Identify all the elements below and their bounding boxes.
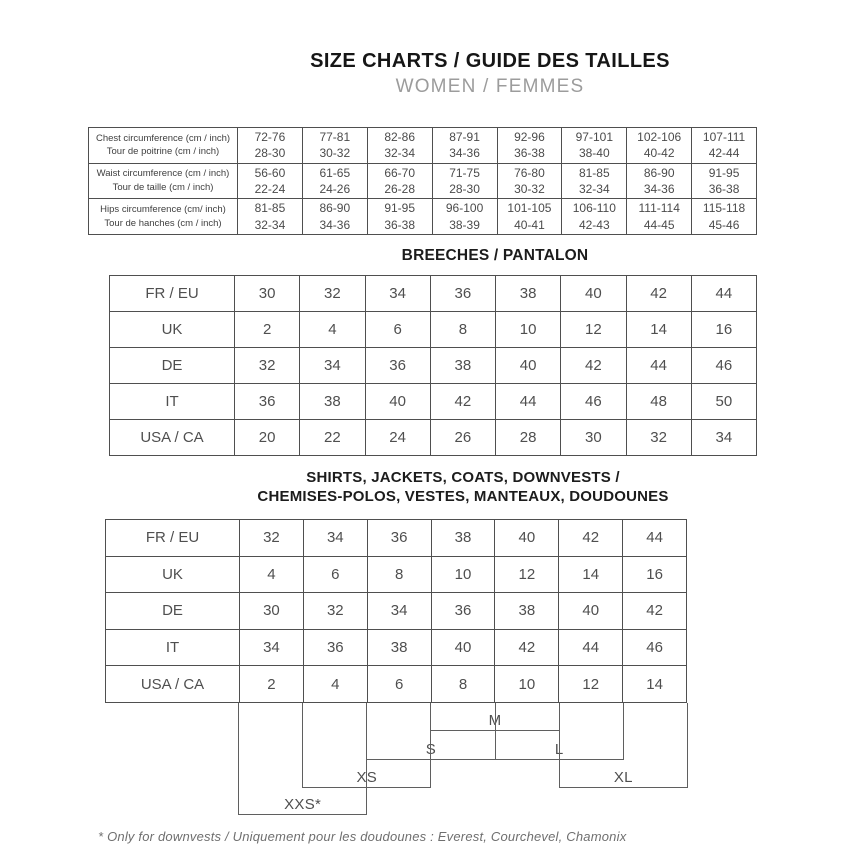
size-row-label <box>106 630 239 666</box>
measurement-cell <box>626 128 691 163</box>
size-cell-value: 14 <box>582 565 600 583</box>
size-cell-value: 28 <box>519 429 537 446</box>
size-cell <box>430 312 495 347</box>
bracket-label: XXS* <box>284 796 322 813</box>
size-cell <box>365 312 430 347</box>
size-row <box>106 520 686 556</box>
size-row-label <box>110 384 234 419</box>
measurement-label-en: Hips circumference (cm/ inch) <box>100 203 226 215</box>
size-cell <box>367 557 431 593</box>
measurement-inch-value: 28-30 <box>254 146 286 161</box>
size-cell-value: 20 <box>258 429 276 446</box>
shirts-table <box>105 519 687 703</box>
measurement-inch-value: 32-34 <box>384 146 416 161</box>
size-cell-value: 46 <box>715 357 733 374</box>
measurement-cm-value: 102-106 <box>637 130 682 145</box>
size-cell <box>495 312 560 347</box>
size-cell <box>495 384 560 419</box>
size-row-label <box>110 348 234 383</box>
measurement-cell <box>237 164 302 199</box>
measurement-inch-value: 34-36 <box>449 146 480 161</box>
size-cell-value: 4 <box>331 675 340 693</box>
size-cell <box>494 666 558 702</box>
measurement-inch-value: 45-46 <box>708 217 740 232</box>
size-cell-value: 10 <box>454 565 472 583</box>
size-cell <box>299 348 364 383</box>
size-cell <box>691 276 756 311</box>
measurement-inch-value: 34-36 <box>643 182 675 196</box>
size-row-label-text: DE <box>162 602 183 620</box>
size-cell <box>303 593 367 629</box>
size-cell-value: 34 <box>326 529 344 547</box>
measurement-cm-value: 86-90 <box>319 201 351 216</box>
size-row-label <box>106 666 239 702</box>
measurement-label-fr: Tour de poitrine (cm / inch) <box>106 146 220 158</box>
size-cell <box>365 276 430 311</box>
size-row <box>106 592 686 629</box>
size-cell-value: 12 <box>582 675 600 693</box>
measurement-cm-value: 82-86 <box>384 130 416 145</box>
size-cell <box>303 630 367 666</box>
size-cell <box>558 520 622 556</box>
measurement-label-en: Chest circumference (cm / inch) <box>95 132 231 144</box>
measurement-cm-value: 71-75 <box>449 165 480 180</box>
size-cell <box>299 420 364 455</box>
size-cell <box>495 276 560 311</box>
measurement-inch-value: 30-32 <box>319 146 351 161</box>
size-cell <box>431 666 495 702</box>
size-cell <box>365 348 430 383</box>
measurement-inch-value: 28-30 <box>449 182 480 196</box>
size-cell <box>622 630 686 666</box>
measurement-cell <box>302 199 367 234</box>
footnote: * Only for downvests / Uniquement pour les doudounes : Everest, Courchevel, Chamonix <box>98 829 627 844</box>
size-cell-value: 32 <box>326 602 344 620</box>
measurement-cell <box>691 164 756 199</box>
size-cell-value: 6 <box>394 675 404 693</box>
size-cell <box>560 348 625 383</box>
size-cell-value: 4 <box>328 321 337 338</box>
size-cell <box>430 348 495 383</box>
size-cell-value: 38 <box>454 529 472 547</box>
size-cell-value: 40 <box>585 285 602 302</box>
measurements-table <box>88 127 757 235</box>
measurement-cm-value: 86-90 <box>643 165 675 180</box>
measurement-cell <box>626 164 691 199</box>
size-cell-value: 2 <box>262 321 272 338</box>
size-cell <box>303 520 367 556</box>
size-cell <box>558 557 622 593</box>
size-cell <box>239 666 303 702</box>
size-cell-value: 44 <box>582 639 600 657</box>
size-cell-value: 16 <box>715 321 733 338</box>
size-cell-value: 8 <box>458 321 468 338</box>
size-cell-value: 6 <box>393 321 402 338</box>
size-row-label <box>110 276 234 311</box>
size-cell <box>431 557 495 593</box>
breeches-table <box>109 275 757 456</box>
measurement-cm-value: 91-95 <box>708 165 740 180</box>
page-subtitle: WOMEN / FEMMES <box>395 76 585 97</box>
measurement-cell <box>561 128 626 163</box>
size-cell <box>622 593 686 629</box>
measurement-inch-value: 38-40 <box>578 146 610 161</box>
size-row-label <box>106 557 239 593</box>
size-cell <box>558 666 622 702</box>
measurement-cell <box>432 128 497 163</box>
measurement-cm-value: 81-85 <box>254 201 286 216</box>
size-cell <box>367 630 431 666</box>
size-cell <box>299 384 364 419</box>
size-cell-value: 6 <box>331 565 340 583</box>
measurement-cell <box>691 128 756 163</box>
size-row-label-text: UK <box>161 321 183 338</box>
measurement-cell <box>561 199 626 234</box>
size-cell-value: 32 <box>263 529 280 547</box>
page-title: SIZE CHARTS / GUIDE DES TAILLES <box>310 50 670 72</box>
size-cell <box>691 348 756 383</box>
measurement-cell <box>302 128 367 163</box>
size-cell-value: 42 <box>454 393 472 410</box>
size-row <box>106 556 686 593</box>
size-row <box>106 665 686 702</box>
size-cell <box>691 384 756 419</box>
size-row <box>106 629 686 666</box>
size-cell <box>239 520 303 556</box>
size-cell <box>626 312 691 347</box>
measurement-row <box>89 198 756 234</box>
shirts-heading-line1: SHIRTS, JACKETS, COATS, DOWNVESTS / <box>306 469 620 486</box>
size-cell <box>626 420 691 455</box>
size-cell-value: 14 <box>646 675 663 693</box>
size-cell-value: 34 <box>715 429 733 446</box>
bracket-label: L <box>554 741 564 758</box>
measurement-inch-value: 40-41 <box>514 217 545 232</box>
size-row-label-text: USA / CA <box>140 429 204 446</box>
measurement-cm-value: 61-65 <box>319 165 351 180</box>
size-cell <box>431 520 495 556</box>
measurement-cell <box>367 199 432 234</box>
size-cell <box>558 630 622 666</box>
size-cell-value: 44 <box>715 285 733 302</box>
size-cell <box>495 420 560 455</box>
size-cell <box>691 420 756 455</box>
size-cell-value: 32 <box>258 357 276 374</box>
size-cell-value: 22 <box>324 429 341 446</box>
measurement-cell <box>432 199 497 234</box>
size-cell-value: 40 <box>389 393 406 410</box>
measurement-label-en: Waist circumference (cm / inch) <box>96 168 230 180</box>
size-cell-value: 10 <box>519 321 537 338</box>
size-cell-value: 40 <box>582 602 600 620</box>
size-cell-value: 44 <box>646 529 663 547</box>
size-cell-value: 24 <box>389 429 406 446</box>
size-cell-value: 10 <box>518 675 536 693</box>
measurement-cm-value: 107-111 <box>702 130 746 145</box>
measurement-inch-value: 36-38 <box>384 217 416 232</box>
size-cell-value: 36 <box>326 639 344 657</box>
size-cell <box>299 312 364 347</box>
size-cell-value: 12 <box>585 321 602 338</box>
measurement-cell <box>367 128 432 163</box>
size-cell <box>494 630 558 666</box>
size-cell-value: 36 <box>390 529 408 547</box>
measurement-cell <box>237 128 302 163</box>
size-cell <box>234 276 299 311</box>
size-cell <box>691 312 756 347</box>
size-cell <box>365 384 430 419</box>
shirts-heading <box>68 468 858 506</box>
measurement-inch-value: 42-43 <box>578 217 610 232</box>
size-cell-value: 32 <box>324 285 341 302</box>
size-row-label <box>106 593 239 629</box>
measurement-cm-value: 81-85 <box>578 165 610 180</box>
size-row-label-text: IT <box>165 393 179 410</box>
measurement-inch-value: 40-42 <box>643 146 675 161</box>
size-cell <box>365 420 430 455</box>
size-cell <box>494 593 558 629</box>
measurement-cell <box>497 164 562 199</box>
breeches-heading: BREECHES / PANTALON <box>401 247 589 264</box>
size-cell-value: 40 <box>519 357 537 374</box>
size-cell-value: 4 <box>267 565 276 583</box>
measurement-inch-value: 32-34 <box>578 182 610 196</box>
size-row <box>110 347 756 383</box>
size-cell <box>622 666 686 702</box>
measurement-inch-value: 38-39 <box>449 217 480 232</box>
size-cell <box>234 312 299 347</box>
size-cell <box>367 520 431 556</box>
measurement-row-label <box>89 164 237 199</box>
size-cell <box>234 384 299 419</box>
measurement-cell <box>691 199 756 234</box>
measurement-cm-value: 76-80 <box>514 165 545 180</box>
measurement-cm-value: 77-81 <box>319 130 351 145</box>
size-cell-value: 36 <box>454 285 472 302</box>
measurement-inch-value: 42-44 <box>708 146 740 161</box>
size-bracket-xxs <box>238 703 367 815</box>
size-cell <box>495 348 560 383</box>
size-row <box>110 419 756 455</box>
measurement-cell <box>367 164 432 199</box>
bracket-label: M <box>488 712 502 729</box>
size-cell-value: 36 <box>389 357 406 374</box>
size-cell-value: 40 <box>518 529 536 547</box>
measurement-inch-value: 36-38 <box>708 182 740 196</box>
measurement-cm-value: 56-60 <box>254 165 286 180</box>
shirts-heading-line2: CHEMISES-POLOS, VESTES, MANTEAUX, DOUDOUNES <box>257 488 669 505</box>
size-cell <box>560 276 625 311</box>
size-cell <box>367 666 431 702</box>
size-cell <box>560 420 625 455</box>
size-row-label-text: FR / EU <box>145 529 200 547</box>
size-row <box>110 276 756 311</box>
size-cell-value: 14 <box>650 321 667 338</box>
size-row-label-text: IT <box>165 639 180 657</box>
size-cell <box>626 276 691 311</box>
size-cell-value: 40 <box>454 639 472 657</box>
measurement-cm-value: 66-70 <box>384 165 416 180</box>
size-cell <box>299 276 364 311</box>
measurement-cell <box>302 164 367 199</box>
size-cell-value: 50 <box>715 393 733 410</box>
measurement-inch-value: 26-28 <box>384 182 416 196</box>
size-cell <box>560 312 625 347</box>
size-cell-value: 48 <box>650 393 667 410</box>
measurement-cell <box>432 164 497 199</box>
size-cell-value: 42 <box>646 602 663 620</box>
measurement-cm-value: 92-96 <box>514 130 545 145</box>
heading-block <box>122 50 858 98</box>
measurement-row-label <box>89 199 237 234</box>
measurement-row-label <box>89 128 237 163</box>
bracket-label: XS <box>356 769 378 786</box>
size-cell <box>303 666 367 702</box>
measurement-cm-value: 97-101 <box>575 130 613 145</box>
measurement-cm-value: 115-118 <box>702 201 746 216</box>
size-cell <box>303 557 367 593</box>
measurement-cell <box>561 164 626 199</box>
size-cell-value: 44 <box>519 393 537 410</box>
size-cell-value: 38 <box>454 357 472 374</box>
size-row-label <box>106 520 239 556</box>
measurement-inch-value: 24-26 <box>319 182 351 196</box>
size-cell <box>367 593 431 629</box>
size-cell <box>558 593 622 629</box>
size-row-label <box>110 312 234 347</box>
size-cell-value: 38 <box>390 639 408 657</box>
size-cell <box>622 557 686 593</box>
size-cell-value: 8 <box>458 675 468 693</box>
measurement-label-fr: Tour de hanches (cm / inch) <box>104 217 222 229</box>
measurement-row <box>89 163 756 199</box>
size-cell <box>234 420 299 455</box>
size-cell-value: 12 <box>518 565 536 583</box>
size-row-label-text: FR / EU <box>145 285 199 302</box>
measurement-cm-value: 72-76 <box>254 130 286 145</box>
size-cell <box>431 630 495 666</box>
size-cell <box>430 384 495 419</box>
size-cell <box>560 384 625 419</box>
size-cell-value: 46 <box>585 393 602 410</box>
size-cell <box>494 557 558 593</box>
measurement-cm-value: 101-105 <box>507 201 552 216</box>
measurement-inch-value: 36-38 <box>514 146 545 161</box>
size-cell-value: 46 <box>646 639 663 657</box>
measurement-inch-value: 32-34 <box>254 217 286 232</box>
size-row-label-text: DE <box>161 357 183 374</box>
size-cell <box>234 348 299 383</box>
size-cell <box>431 593 495 629</box>
size-row-label-text: USA / CA <box>140 675 205 693</box>
size-cell-value: 34 <box>390 602 408 620</box>
size-cell <box>239 557 303 593</box>
measurement-inch-value: 22-24 <box>254 182 286 196</box>
size-cell-value: 30 <box>585 429 602 446</box>
size-cell <box>622 520 686 556</box>
measurement-inch-value: 30-32 <box>514 182 545 196</box>
size-cell <box>430 420 495 455</box>
size-cell-value: 32 <box>650 429 667 446</box>
size-cell <box>494 520 558 556</box>
size-cell-value: 38 <box>518 602 536 620</box>
size-row-label-text: UK <box>162 565 183 583</box>
measurement-cell <box>497 199 562 234</box>
size-cell <box>626 384 691 419</box>
size-cell-value: 8 <box>394 565 404 583</box>
size-cell-value: 36 <box>454 602 472 620</box>
size-cell <box>430 276 495 311</box>
size-cell-value: 34 <box>263 639 280 657</box>
size-bracket-xl <box>559 703 688 788</box>
size-cell <box>626 348 691 383</box>
measurement-cm-value: 87-91 <box>449 130 480 145</box>
bracket-label: XL <box>613 769 633 786</box>
measurement-inch-value: 34-36 <box>319 217 351 232</box>
size-cell-value: 38 <box>324 393 341 410</box>
size-cell-value: 2 <box>267 675 276 693</box>
measurement-cell <box>497 128 562 163</box>
size-cell-value: 44 <box>650 357 667 374</box>
measurement-cell <box>626 199 691 234</box>
measurement-cm-value: 91-95 <box>384 201 416 216</box>
measurement-cm-value: 111-114 <box>638 201 680 216</box>
size-row <box>110 311 756 347</box>
size-cell-value: 34 <box>324 357 341 374</box>
size-cell-value: 42 <box>585 357 602 374</box>
size-row <box>110 383 756 419</box>
size-cell-value: 42 <box>650 285 667 302</box>
size-cell-value: 38 <box>519 285 537 302</box>
size-cell-value: 36 <box>258 393 276 410</box>
size-row-label <box>110 420 234 455</box>
size-cell-value: 30 <box>263 602 280 620</box>
bracket-label: S <box>425 741 437 758</box>
size-cell-value: 42 <box>518 639 536 657</box>
measurement-cm-value: 96-100 <box>445 201 484 216</box>
measurement-row <box>89 128 756 163</box>
measurement-cell <box>237 199 302 234</box>
size-cell-value: 34 <box>389 285 406 302</box>
size-cell-value: 30 <box>258 285 276 302</box>
size-cell-value: 26 <box>454 429 472 446</box>
size-cell <box>239 630 303 666</box>
measurement-inch-value: 44-45 <box>643 217 675 232</box>
size-cell-value: 42 <box>582 529 600 547</box>
measurement-label-fr: Tour de taille (cm / inch) <box>112 182 214 193</box>
size-cell <box>239 593 303 629</box>
measurement-cm-value: 106-110 <box>572 201 616 216</box>
size-cell-value: 16 <box>646 565 663 583</box>
